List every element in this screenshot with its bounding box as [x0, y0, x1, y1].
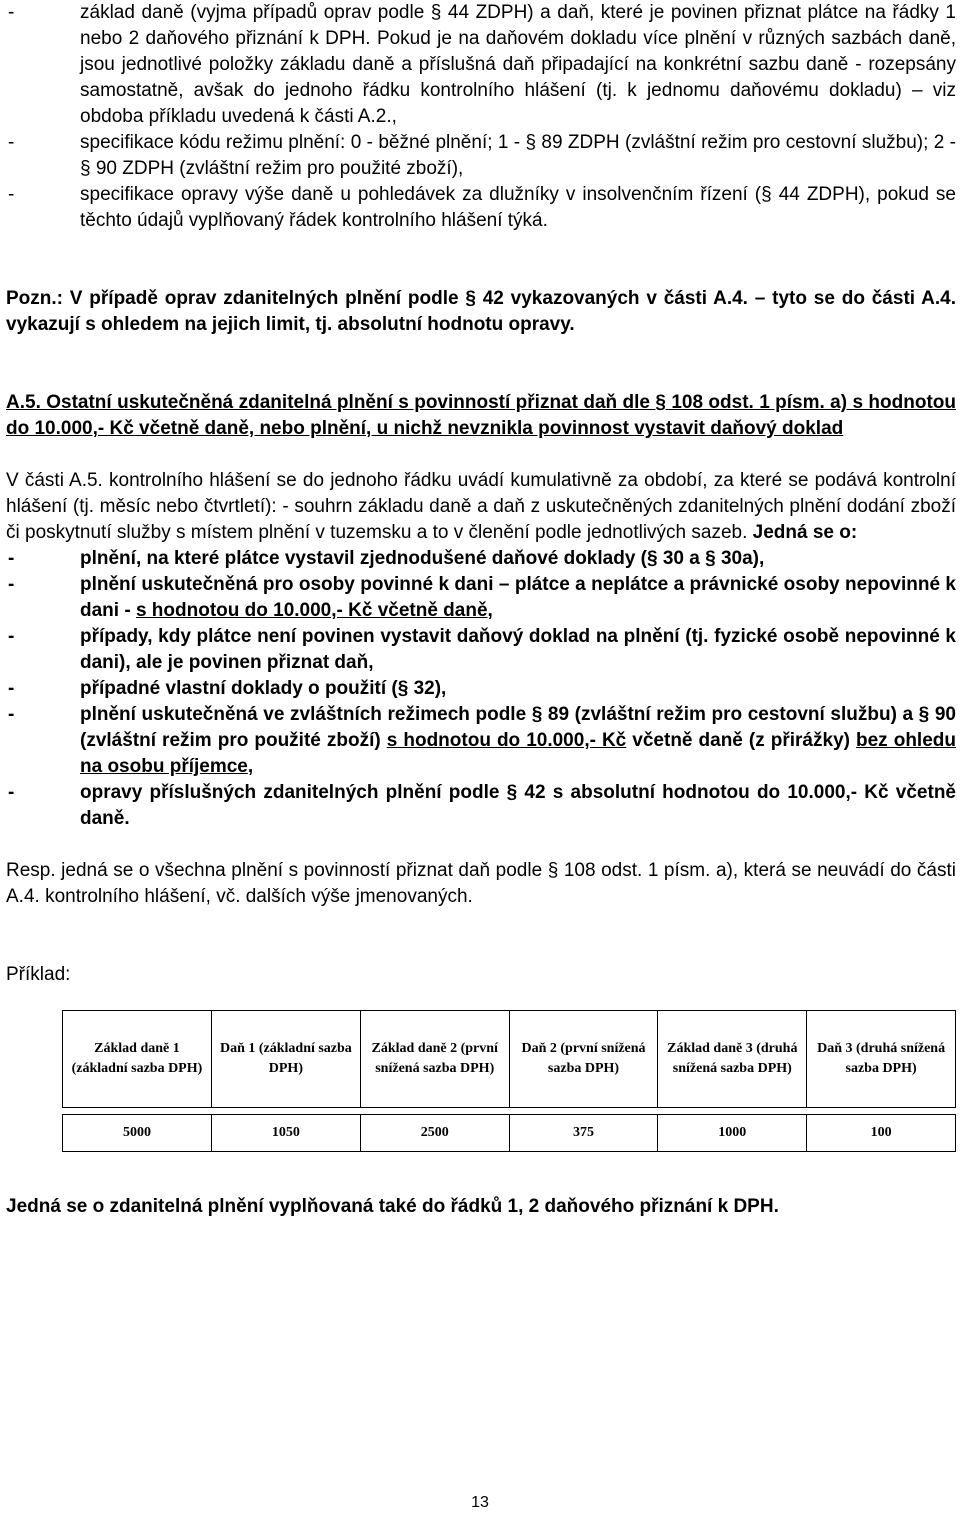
table-cell: 1050	[211, 1115, 360, 1152]
list-item: - plnění, na které plátce vystavil zjednodušené daňové doklady (§ 30 a § 30a),	[6, 546, 956, 572]
detail-list	[6, 0, 956, 234]
note-label: Pozn.	[6, 288, 57, 309]
table-cell: 1000	[658, 1115, 807, 1152]
list-text: plnění uskutečněná pro osoby povinné k dani – plátce a neplátce a právnické osoby nepovinné k dani -	[80, 574, 956, 621]
list-text: ,	[487, 600, 493, 621]
table-cell: 375	[509, 1115, 658, 1152]
document-page	[6, 0, 956, 1220]
table-header-cell: Daň 2 (první snížená sazba DPH)	[509, 1011, 658, 1108]
list-item: - případné vlastní doklady o použití (§ 32),	[6, 676, 956, 702]
example-table-wrap	[62, 1010, 956, 1152]
list-text-underlined: s hodnotou do 10.000,- Kč	[386, 730, 627, 751]
table-cell: 5000	[63, 1115, 212, 1152]
list-text-underlined: bez ohledu na osobu příjemce	[80, 730, 956, 777]
table-row	[63, 1115, 956, 1152]
resp-paragraph: Resp. jedná se o všechna plnění s povinností přiznat daň podle § 108 odst. 1 písm. a), která se neuvádí do části A.4. kontrolního hlášení, vč. dalších výše jmenovaných.	[6, 860, 956, 907]
table-header-cell: Daň 1 (základní sazba DPH)	[211, 1011, 360, 1108]
list-text: ,	[247, 756, 254, 777]
table-header-cell: Daň 3 (druhá snížená sazba DPH)	[807, 1011, 956, 1108]
list-text: včetně daně (z přirážky)	[626, 730, 856, 751]
final-note: Jedná se o zdanitelná plnění vyplňovaná také do řádků 1, 2 daňového přiznání k DPH.	[6, 1196, 779, 1217]
table-cell: 100	[807, 1115, 956, 1152]
section-heading: A.5. Ostatní uskutečněná zdanitelná plnění s povinností přiznat daň dle § 108 odst. 1 písm. a) s hodnotou do 10.000,- Kč včetně daně, nebo plnění, u nichž nevznikla povinnost vystavit daňový doklad	[6, 392, 956, 439]
table-header-cell: Základ daně 2 (první snížená sazba DPH)	[360, 1011, 509, 1108]
list-item: - specifikace opravy výše daně u pohledávek za dlužníky v insolvenčním řízení (§ 44 ZDPH), pokud se těchto údajů vyplňovaný řádek kontrolního hlášení týká.	[6, 182, 956, 234]
page-number: 13	[471, 1494, 489, 1511]
note-text: : V případě oprav zdanitelných plnění podle § 42 vykazovaných v části A.4. – tyto se do části A.4. vykazují s ohledem na jejich limit, tj. absolutní hodnotu opravy.	[6, 288, 956, 335]
table-header-row	[63, 1011, 956, 1108]
table-spacer-row	[63, 1108, 956, 1115]
cases-list	[6, 546, 956, 832]
list-item: - opravy příslušných zdanitelných plnění podle § 42 s absolutní hodnotou do 10.000,- Kč včetně daně.	[6, 780, 956, 832]
intro-text: V části A.5. kontrolního hlášení se do jednoho řádku uvádí kumulativně za období, za které se podává kontrolní hlášení (tj. měsíc nebo čtvrtletí): - souhrn základu daně a daň z uskutečněných zdanitelných plnění dodání zboží či poskytnutí služby s místem plnění v tuzemsku a to v členění podle jednotlivých sazeb.	[6, 470, 956, 543]
list-text-underlined: s hodnotou do 10.000,- Kč včetně daně	[135, 600, 488, 621]
intro-bold: Jedná se o:	[752, 522, 858, 543]
intro-paragraph	[6, 468, 956, 546]
example-table	[62, 1010, 956, 1152]
list-item: - specifikace kódu režimu plnění: 0 - běžné plnění; 1 - § 89 ZDPH (zvláštní režim pro cestovní službu); 2 - § 90 ZDPH (zvláštní režim pro použité zboží),	[6, 130, 956, 182]
list-text: plnění uskutečněná ve zvláštních režimech podle § 89 (zvláštní režim pro cestovní službu) a § 90 (zvláštní režim pro použité zboží)	[80, 704, 956, 751]
table-cell: 2500	[360, 1115, 509, 1152]
list-item: - základ daně (vyjma případů oprav podle § 44 ZDPH) a daň, které je povinen přiznat plátce na řádky 1 nebo 2 daňového přiznání k DPH. Pokud je na daňovém dokladu více plnění v různých sazbách daně, jsou jednotlivé položky základu daně a příslušná daň připadající na konkrétní sazbu daně - rozepsány samostatně, avšak do jednoho řádku kontrolního hlášení (tj. k jednomu daňovému dokladu) – viz obdoba příkladu uvedená k části A.2.,	[6, 0, 956, 130]
table-header-cell: Základ daně 3 (druhá snížená sazba DPH)	[658, 1011, 807, 1108]
table-header-cell: Základ daně 1 (základní sazba DPH)	[63, 1011, 212, 1108]
example-label: Příklad:	[6, 964, 71, 985]
list-item	[6, 572, 956, 624]
list-item: - případy, kdy plátce není povinen vystavit daňový doklad na plnění (tj. fyzické osobě nepovinné k dani), ale je povinen přiznat daň,	[6, 624, 956, 676]
note-paragraph	[6, 286, 956, 338]
list-item	[6, 702, 956, 780]
